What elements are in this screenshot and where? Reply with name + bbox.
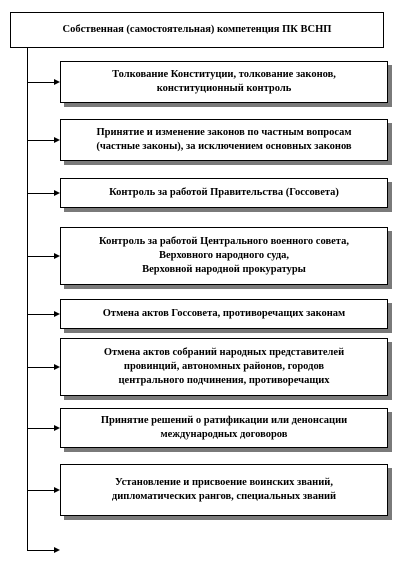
item-label-1: Принятие и изменение законов по частным вопросам (частные законы), за исключением основных законов <box>96 127 352 152</box>
arrow-5-icon <box>54 364 60 370</box>
arrow-1-icon <box>54 137 60 143</box>
connector-trailing <box>27 550 54 551</box>
item-label-4: Отмена актов Госсовета, противоречащих законам <box>102 308 346 319</box>
connector-0 <box>27 82 54 83</box>
connector-1 <box>27 140 54 141</box>
item-label-6: Принятие решений о ратификации или денонсации международных договоров <box>100 415 348 440</box>
arrow-4-icon <box>54 311 60 317</box>
item-label-5: Отмена актов собраний народных представителей провинций, автономных районов, городов центрального подчинения, противоречащих <box>103 347 345 386</box>
item-box-0 <box>60 61 388 103</box>
trunk-line <box>27 48 28 550</box>
item-box-6 <box>60 408 388 448</box>
item-label-7: Установление и присвоение воинских званий, дипломатических рангов, специальных званий <box>111 477 337 502</box>
connector-7 <box>27 490 54 491</box>
item-box-7 <box>60 464 388 516</box>
connector-4 <box>27 314 54 315</box>
arrow-3-icon <box>54 253 60 259</box>
connector-6 <box>27 428 54 429</box>
arrow-7-icon <box>54 487 60 493</box>
item-label-2: Контроль за работой Правительства (Госсовета) <box>109 187 339 198</box>
item-box-1 <box>60 119 388 161</box>
connector-5 <box>27 367 54 368</box>
item-box-4 <box>60 299 388 329</box>
item-box-3 <box>60 227 388 285</box>
root-label: Собственная (самостоятельная) компетенция ПК ВСНП <box>62 24 332 35</box>
root-box <box>10 12 384 48</box>
item-box-5 <box>60 338 388 396</box>
arrow-6-icon <box>54 425 60 431</box>
item-box-2 <box>60 178 388 208</box>
arrow-trailing-icon <box>54 547 60 553</box>
arrow-2-icon <box>54 190 60 196</box>
item-label-3: Контроль за работой Центрального военного совета, Верховного народного суда, Верховной народной прокуратуры <box>99 236 349 275</box>
arrow-0-icon <box>54 79 60 85</box>
item-label-0: Толкование Конституции, толкование законов, конституционный контроль <box>112 69 336 94</box>
connector-2 <box>27 193 54 194</box>
connector-3 <box>27 256 54 257</box>
